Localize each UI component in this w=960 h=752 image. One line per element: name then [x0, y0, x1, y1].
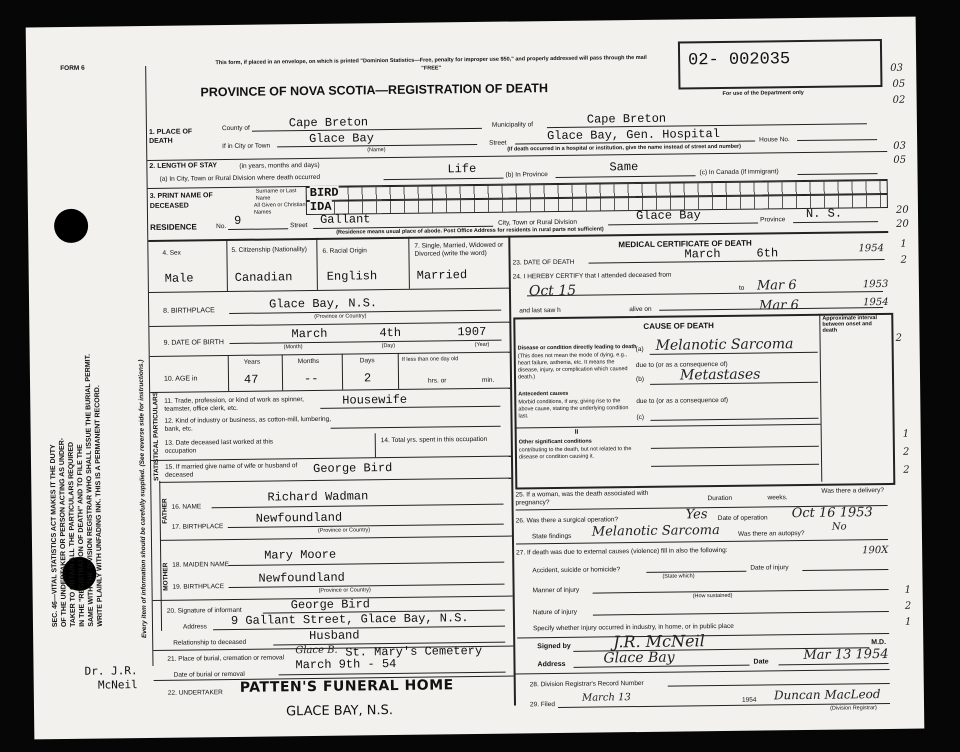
mail-notice: This form, if placed in an envelope, on which is printed "Dominion Statistics—Free, penalty for improper use $50," and properly addressed will pass through the mail "FREE" — [215, 54, 647, 72]
death-month: March — [684, 246, 721, 262]
physician-signature: J.R. McNeil — [613, 631, 705, 652]
dob-day: 4th — [379, 325, 402, 341]
residence-no: 9 — [233, 213, 242, 228]
age-years: 47 — [243, 372, 259, 387]
cause-b: Metastases — [679, 366, 761, 384]
occupation-value: Housewife — [342, 392, 408, 408]
spouse-value: George Bird — [313, 461, 393, 476]
age-months: -- — [303, 371, 319, 387]
stay-b-value: Same — [609, 159, 639, 175]
sec-46-statement: SEC. 46—VITAL STATISTICS ACT MAKES IT THE DUTY OF THE UNDERTAKER OR PERSON ACTING AS UNDER- TAKER TO OBTAIN ALL THE PARTICULARS REQUIRED IN THE "REGISTRATION OF DEATH" AND TO FILE THE SAME WITH THE DIVISION REGISTRAR WHO SHALL ISSUE THE BURIAL PERMIT. WRITE PLAINLY WITH UNFADING INK. THIS IS A PERMANENT RECORD. — [49, 353, 105, 628]
mother-name: Mary Moore — [264, 547, 337, 563]
side-note: Every item of information should be carefully supplied. (See reverse side for instructions.) — [137, 359, 149, 639]
informant-address: 9 Gallant Street, Glace Bay, N.S. — [230, 611, 469, 628]
side-father: FATHER — [161, 498, 169, 524]
form-title: PROVINCE OF NOVA SCOTIA—REGISTRATION OF DEATH — [200, 81, 549, 100]
citizenship-value: Canadian — [234, 270, 293, 285]
registrar-signature: Duncan MacLeod — [773, 687, 881, 703]
father-name: Richard Wadman — [267, 489, 369, 505]
surname-value: BIRD — [309, 185, 339, 201]
county-value: Cape Breton — [288, 115, 369, 131]
given-value: IDA — [309, 199, 332, 215]
residence-city: Glace Bay — [635, 208, 701, 224]
racial-value: English — [326, 269, 378, 284]
side-statistical: STATISTICAL PARTICULARS — [152, 391, 161, 481]
death-year: 1954 — [858, 242, 884, 255]
form-id: FORM 6 — [60, 64, 85, 73]
residence-street: Gallant — [319, 212, 371, 227]
cause-a: Melanotic Sarcoma — [655, 336, 794, 354]
street-value: Glace Bay, Gen. Hospital — [546, 126, 720, 144]
mother-birthplace: Newfoundland — [258, 570, 345, 586]
informant-value: George Bird — [290, 597, 371, 613]
side-mother: MOTHER — [162, 562, 170, 591]
municipality-value: Cape Breton — [586, 111, 667, 127]
undertaker-city: GLACE BAY, N.S. — [285, 703, 394, 720]
informant-relationship: Husband — [309, 628, 360, 644]
death-day: 6th — [756, 246, 779, 261]
undertaker-stamp: PATTEN'S FUNERAL HOME — [239, 677, 454, 696]
city-value: Glace Bay — [308, 131, 374, 147]
dob-month: March — [291, 326, 328, 342]
burial-date: March 9th - 54 — [295, 656, 397, 673]
dob-year: 1907 — [457, 324, 487, 340]
father-birthplace: Newfoundland — [255, 510, 343, 526]
stay-a-value: Life — [447, 161, 477, 177]
sex-value: Male — [164, 271, 194, 286]
birthplace-value: Glace Bay, N.S. — [269, 296, 378, 312]
marital-value: Married — [416, 268, 468, 283]
age-days: 2 — [363, 371, 372, 386]
place-label: 1. PLACE OF DEATH — [148, 128, 193, 145]
department-note: For use of the Department only — [722, 89, 804, 97]
death-registration-form: FORM 6 This form, if placed in an envelope, on which is printed "Dominion Statistics—Free, penalty for improper use $50," and properly addressed will pass through the mail "FREE" PROVINCE OF NOVA SCOTIA—REGISTRATION OF DEATH 02- 002035 For use of the Department only SEC. 46—VITAL STATISTICS ACT MAKES IT THE DUTY OF THE UNDERTAKER OR PERSON ACTING AS UNDER- TAKER TO OBTAIN ALL THE PARTICULARS REQUIRED IN THE "REGISTRATION OF DEATH" AND TO FILE THE SAME WITH THE DIVISION REGISTRAR WHO SHALL ISSUE THE BURIAL PERMIT. WRITE PLAINLY WITH UNFADING INK. THIS IS A PERMANENT RECORD. Every item of information should be carefully supplied. (See reverse side for instructions.) STATISTICAL PARTICULARS FATHER MOTHER 1. PLACE OF DEATH County of Cape Breton Municipality of Cape Breton If in City or Town Glace Bay (Name) Street Glace Bay, Gen. Hospital House No. (If death occurred in a hospital or institution, give the name instead of street and number) 2. LENGTH OF STAY (in years, months and days) (a) In City, Town or Rural Division where death occurred Life (b) In Province Same (c) In Canada (if immigrant) 3. PRINT NAME OF DECEASED Surname or Last Name BIRD All Given or Christian Names IDA RESIDENCE No. 9 Street Gallant City, Town or Rural Division Glace Bay Province N. S. (Residence means usual place of abode. Post Office Address for residents in rural parts not sufficient) 4. Sex Male 5. Citizenship (Nationality) Canadian 6. Racial Origin English 7. Single, Married, Widowed or Divorced (write the word) Married 8. BIRTHPLACE Glace Bay, N.S. (Province or Country) 9. DATE OF BIRTH March 4th 1907 (Month) (Day) (Year) 10. AGE in Years 47 Months -- Days 2 If less than one day old hrs. or min. 11. Trade, profession, or kind of work as spinner, teamster, office clerk, etc. Housewife 12. Kind of industry or business, as cotton-mill, lumbering, bank, etc. 13. Date deceased last worked at this occupation 14. Total yrs. spent in this occupation 15. If married give name of wife or husband of deceased George Bird 16. NAME Richard Wadman 17. BIRTHPLACE Newfoundland (Province or Country) 18. MAIDEN NAME Mary Moore 19. BIRTHPLACE Newfoundland (Province or Country) 20. Signature of informant George Bird Address 9 Gallant Street, Glace Bay, N.S. Relationship to deceased Husband 21. Place of burial, cremation or removal Glace B. St. Mary's Cemetery Date of burial or removal March 9th - 54 22. UNDERTAKER PATTEN'S FUNERAL HOME GLACE BAY, N.S. Dr. J.R. McNeil MEDICAL CERTIFICATE OF DEATH 23. DATE OF DEATH March 6th 1954 24. I HEREBY CERTIFY that I attended deceased from Oct 15 to Mar 6 1953 and last saw h alive on Mar 6 1954 CAUSE OF DEATH Approximate interval between onset and death Disease or condition directly leading to death (This does not mean the mode of dying, e.g., heart failure, asthenia, etc. It means the disease, injury, or complication which caused death.) (a) Melanotic Sarcoma due to (or as a consequence of) (b) Metastases Antecedent causes Morbid conditions, if any, giving rise to the above cause, stating the underlying condition last. due to (or as a consequence of) (c) II Other significant conditions contributing to the death, but not related to the disease or condition causing it. 25. If a woman, was the death associated with pregnancy? Duration weeks. Was there a delivery? 26. Was there a surgical operation? Yes Date of operation Oct 16 1953 State findings Melanotic Sarcoma Was there an autopsy? No 27. If death was due to external causes (violence) fill in also the following: Accident, suicide or homicide? (State which) Date of injury Manner of injury (How sustained) Nature of injury Specify whether injury occurred in industry, in home, or in public place Signed by J.R. McNeil M.D. Address Glace Bay Date Mar 13 1954 28. Division Registrar's Record Number 29. Filed March 13 1954 Duncan MacLeod (Division Registrar) 03 05 02 03 05 20 20 1 2 2 1 2 2 190X 1 2 1 — [26, 17, 925, 740]
doctor-name: Dr. J.R. McNeil — [84, 664, 138, 692]
registration-number: 02- 002035 — [688, 50, 791, 71]
burial-place: St. Mary's Cemetery — [345, 643, 483, 660]
residence-province: N. S. — [805, 206, 843, 221]
